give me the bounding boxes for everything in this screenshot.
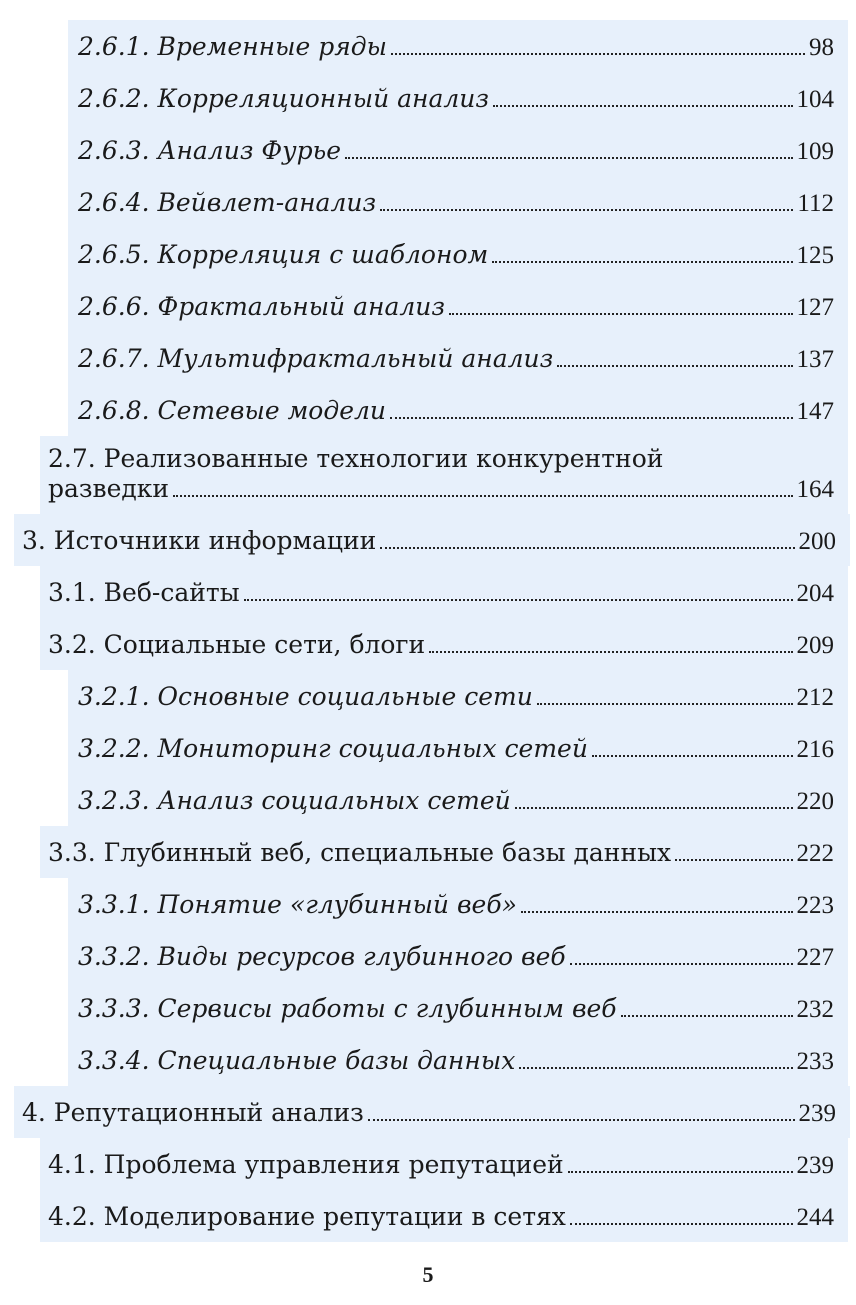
toc-entry-page: 233 [796, 1048, 834, 1075]
toc-entry-page: 227 [796, 944, 834, 971]
toc-entry-title: 2.6.7. Мультифрактальный анализ [78, 344, 554, 373]
toc-entry-title: 3.3. Глубинный веб, специальные базы данных [48, 838, 672, 867]
toc-entry-title: 2.6.8. Сетевые модели [78, 396, 387, 425]
toc-entry-page: 147 [796, 398, 834, 425]
dot-leader [173, 495, 792, 497]
toc-entry-title: 2.6.4. Вейвлет-анализ [78, 188, 377, 217]
dot-leader [570, 1223, 793, 1225]
toc-entry-title: 3.3.3. Сервисы работы с глубинным веб [78, 994, 617, 1023]
toc-entry-title: 2.6.5. Корреляция с шаблоном [78, 240, 489, 269]
dot-leader [429, 651, 792, 653]
toc-entry[interactable] [68, 280, 848, 332]
toc-entry[interactable] [68, 930, 848, 982]
toc-entry-title: 3.2. Социальные сети, блоги [48, 630, 426, 659]
toc-entry-title: 2.6.6. Фрактальный анализ [78, 292, 446, 321]
toc-entry-page: 112 [797, 190, 834, 217]
toc-entry[interactable] [40, 566, 848, 618]
toc-entry[interactable] [68, 670, 848, 722]
toc-entry-title: 3. Источники информации [22, 526, 377, 555]
toc-entry-title: 4.2. Моделирование репутации в сетях [48, 1202, 566, 1231]
toc-entry[interactable] [40, 436, 848, 514]
dot-leader [492, 261, 792, 263]
dot-leader [515, 807, 793, 809]
toc-entry[interactable] [68, 722, 848, 774]
toc-entry-title: 4. Репутационный анализ [22, 1098, 364, 1127]
toc-entry-title: 4.1. Проблема управления репутацией [48, 1150, 564, 1179]
toc-entry-page: 204 [796, 580, 834, 607]
toc-entry-page: 125 [796, 242, 834, 269]
toc-entry[interactable] [40, 826, 848, 878]
toc-entry[interactable] [68, 1034, 848, 1086]
toc-entry[interactable] [14, 1086, 850, 1138]
dot-leader [244, 599, 793, 601]
toc-entry-title: 2.6.3. Анализ Фурье [78, 136, 342, 165]
toc-entry-title: 2.6.1. Временные ряды [78, 32, 387, 61]
toc-entry-page: 209 [796, 632, 834, 659]
dot-leader [568, 1171, 793, 1173]
dot-leader [519, 1067, 792, 1069]
toc-entry-title: 3.3.2. Виды ресурсов глубинного веб [78, 942, 566, 971]
dot-leader [537, 703, 793, 705]
toc-entry[interactable] [14, 514, 850, 566]
dot-leader [380, 209, 793, 211]
toc-entry[interactable] [68, 20, 848, 72]
toc-entry-title: 3.2.1. Основные социальные сети [78, 682, 533, 711]
dot-leader [621, 1015, 793, 1017]
dot-leader [368, 1119, 795, 1121]
toc-entry-page: 244 [796, 1204, 834, 1231]
toc-entry-title: 3.2.3. Анализ социальных сетей [78, 786, 511, 815]
toc-entry-title-line2: разведки [48, 474, 170, 503]
toc-entry-page: 98 [809, 34, 834, 61]
dot-leader [345, 157, 792, 159]
toc-entry-page: 200 [798, 528, 836, 555]
dot-leader [493, 105, 792, 107]
toc-entry-title: 3.3.1. Понятие «глубинный веб» [78, 890, 517, 919]
toc-entry[interactable] [68, 384, 848, 436]
toc-entry[interactable] [40, 1138, 848, 1190]
toc-entry-page: 127 [796, 294, 834, 321]
toc-entry[interactable] [68, 774, 848, 826]
toc-entry[interactable] [68, 72, 848, 124]
dot-leader [391, 53, 805, 55]
toc-entry[interactable] [68, 176, 848, 228]
dot-leader [449, 313, 792, 315]
dot-leader [380, 547, 794, 549]
toc-entry[interactable] [40, 618, 848, 670]
toc-entry-page: 239 [798, 1100, 836, 1127]
dot-leader [521, 911, 793, 913]
toc-entry[interactable] [68, 332, 848, 384]
toc-entry[interactable] [68, 878, 848, 930]
toc-entry-page: 212 [796, 684, 834, 711]
toc-entry-page: 164 [796, 476, 834, 503]
toc-entry[interactable] [68, 124, 848, 176]
dot-leader [557, 365, 792, 367]
toc-entry-title: 3.2.2. Мониторинг социальных сетей [78, 734, 588, 763]
toc-entry-title: 2.6.2. Корреляционный анализ [78, 84, 490, 113]
toc-entry-page: 232 [796, 996, 834, 1023]
toc-entry-page: 109 [796, 138, 834, 165]
toc-entry-page: 216 [796, 736, 834, 763]
toc-entry-page: 222 [796, 840, 834, 867]
toc-entry-title: 3.3.4. Специальные базы данных [78, 1046, 516, 1075]
toc-entry[interactable] [40, 1190, 848, 1242]
toc-entry-title: 3.1. Веб-сайты [48, 578, 240, 607]
toc-entry-page: 223 [796, 892, 834, 919]
dot-leader [570, 963, 793, 965]
dot-leader [675, 859, 792, 861]
toc-entry[interactable] [68, 982, 848, 1034]
dot-leader [390, 417, 792, 419]
toc-entry[interactable] [68, 228, 848, 280]
toc-entry-title-line1: 2.7. Реализованные технологии конкурентной [48, 444, 664, 473]
toc-entry-page: 137 [796, 346, 834, 373]
toc-entry-page: 239 [796, 1152, 834, 1179]
table-of-contents [0, 20, 856, 1242]
toc-entry-page: 220 [796, 788, 834, 815]
page-number: 5 [422, 1262, 434, 1287]
dot-leader [592, 755, 793, 757]
toc-entry-page: 104 [796, 86, 834, 113]
